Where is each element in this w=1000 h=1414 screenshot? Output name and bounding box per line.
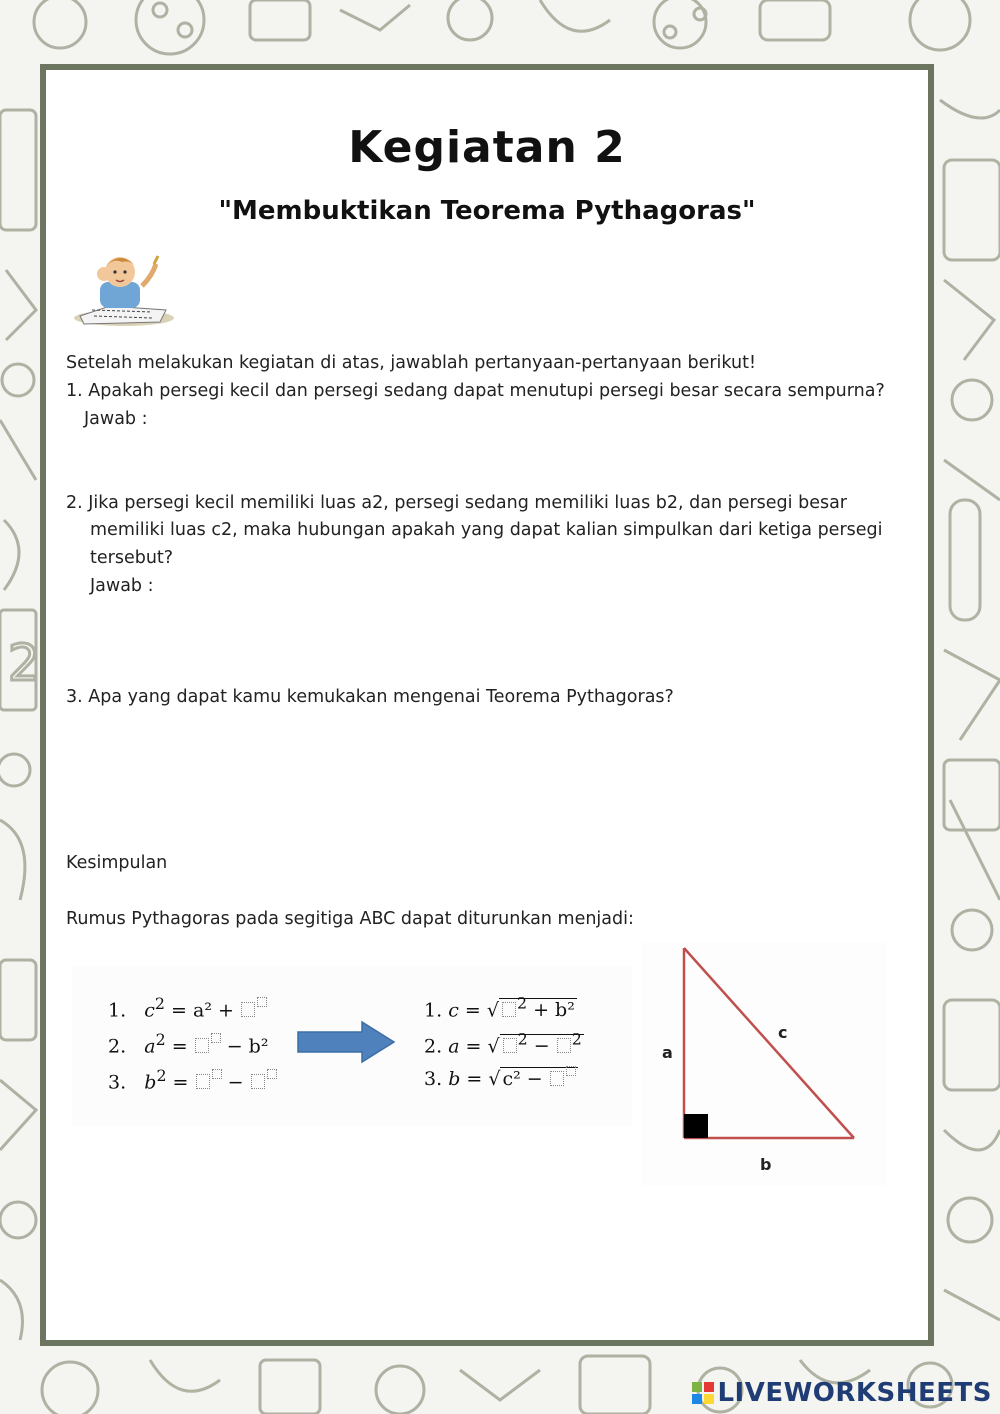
blank-exponent-box[interactable]: [211, 1033, 221, 1043]
blank-exponent-box[interactable]: [267, 1069, 277, 1079]
blank-box[interactable]: [550, 1071, 564, 1086]
formula-right-3: 3. b = √ c² −: [424, 1066, 578, 1090]
side-c-line: [684, 948, 854, 1138]
liveworksheets-logo-icon: [692, 1382, 714, 1404]
watermark-logo: [692, 1378, 992, 1408]
formula-right-2-tail: −: [533, 1035, 550, 1058]
right-triangle: [642, 942, 886, 1186]
blank-exponent-box[interactable]: [212, 1069, 222, 1079]
label-b: b: [760, 1155, 772, 1174]
formula-right-2-number: 2.: [424, 1035, 443, 1058]
formula-left-1-number: 1.: [108, 999, 127, 1022]
page-subtitle: "Membuktikan Teorema Pythagoras": [218, 196, 756, 226]
watermark-text: LIVEWORKSHEETS: [717, 1378, 992, 1408]
conclusion-intro: Rumus Pythagoras pada segitiga ABC dapat diturunkan menjadi:: [66, 909, 634, 929]
blank-box[interactable]: [503, 1038, 517, 1053]
formula-left-1-lhs: c: [144, 999, 155, 1022]
triangle-diagram: [642, 942, 886, 1186]
student-reading-illustration: [70, 252, 176, 328]
svg-text:2: 2: [8, 634, 40, 692]
question-2-line-3: tersebut?: [90, 548, 174, 568]
blank-box[interactable]: [557, 1038, 571, 1053]
formula-left-2-number: 2.: [108, 1035, 127, 1058]
instructions-text: Setelah melakukan kegiatan di atas, jawablah pertanyaan-pertanyaan berikut!: [66, 353, 756, 373]
worksheet-page: [40, 64, 934, 1346]
formula-left-3-op: −: [227, 1071, 244, 1094]
question-1: 1. Apakah persegi kecil dan persegi sedang dapat menutupi persegi besar secara sempurna?: [66, 381, 885, 401]
question-2-line-2: memiliki luas c2, maka hubungan apakah yang dapat kalian simpulkan dari ketiga persegi: [90, 520, 883, 540]
answer-label-2: Jawab :: [90, 576, 154, 596]
blank-box[interactable]: [251, 1074, 265, 1089]
formula-panel: [72, 966, 632, 1126]
formula-right-2-var: a: [448, 1035, 460, 1058]
blank-box[interactable]: [195, 1038, 209, 1053]
label-a: a: [662, 1043, 673, 1062]
right-angle-marker: [684, 1114, 708, 1138]
formula-right-1-number: 1.: [424, 999, 443, 1022]
question-2-line-1: 2. Jika persegi kecil memiliki luas a2, persegi sedang memiliki luas b2, dan persegi besar: [66, 493, 847, 513]
page-title: Kegiatan 2: [348, 122, 626, 173]
formula-left-3: 3. $b^2$ = −: [108, 1066, 277, 1093]
formula-left-1-op: = a² +: [171, 999, 234, 1022]
formula-left-2: 2. $a^2$ = − b²: [108, 1030, 269, 1058]
question-3: 3. Apa yang dapat kamu kemukakan mengenai Teorema Pythagoras?: [66, 687, 674, 707]
formula-right-1-tail: + b²: [533, 999, 575, 1022]
label-c: c: [778, 1023, 788, 1042]
blank-exponent-box[interactable]: [566, 1066, 576, 1076]
blank-box[interactable]: [241, 1002, 255, 1017]
formula-right-1-var: c: [448, 999, 459, 1022]
blank-exponent-box[interactable]: [257, 997, 267, 1007]
formula-left-2-lhs: a: [144, 1035, 156, 1058]
formula-left-3-lhs: b: [144, 1071, 157, 1094]
formula-right-3-var: b: [448, 1068, 461, 1090]
formula-right-1: 1. c = √ $^2$ + b²: [424, 994, 575, 1022]
conclusion-heading: Kesimpulan: [66, 853, 168, 873]
formula-right-2: 2. a = √ $^2$ − $^2$: [424, 1030, 582, 1058]
formula-left-3-number: 3.: [108, 1071, 127, 1094]
blank-box[interactable]: [196, 1074, 210, 1089]
formula-left-2-op: − b²: [226, 1035, 269, 1058]
formula-left-1: 1. $c^2 = a^2$ +: [108, 994, 267, 1021]
right-arrow-icon: [296, 1020, 396, 1064]
blank-box[interactable]: [502, 1002, 516, 1017]
answer-label-1: Jawab :: [84, 409, 148, 429]
formula-right-3-head: c² −: [502, 1068, 543, 1090]
formula-right-3-number: 3.: [424, 1068, 443, 1090]
